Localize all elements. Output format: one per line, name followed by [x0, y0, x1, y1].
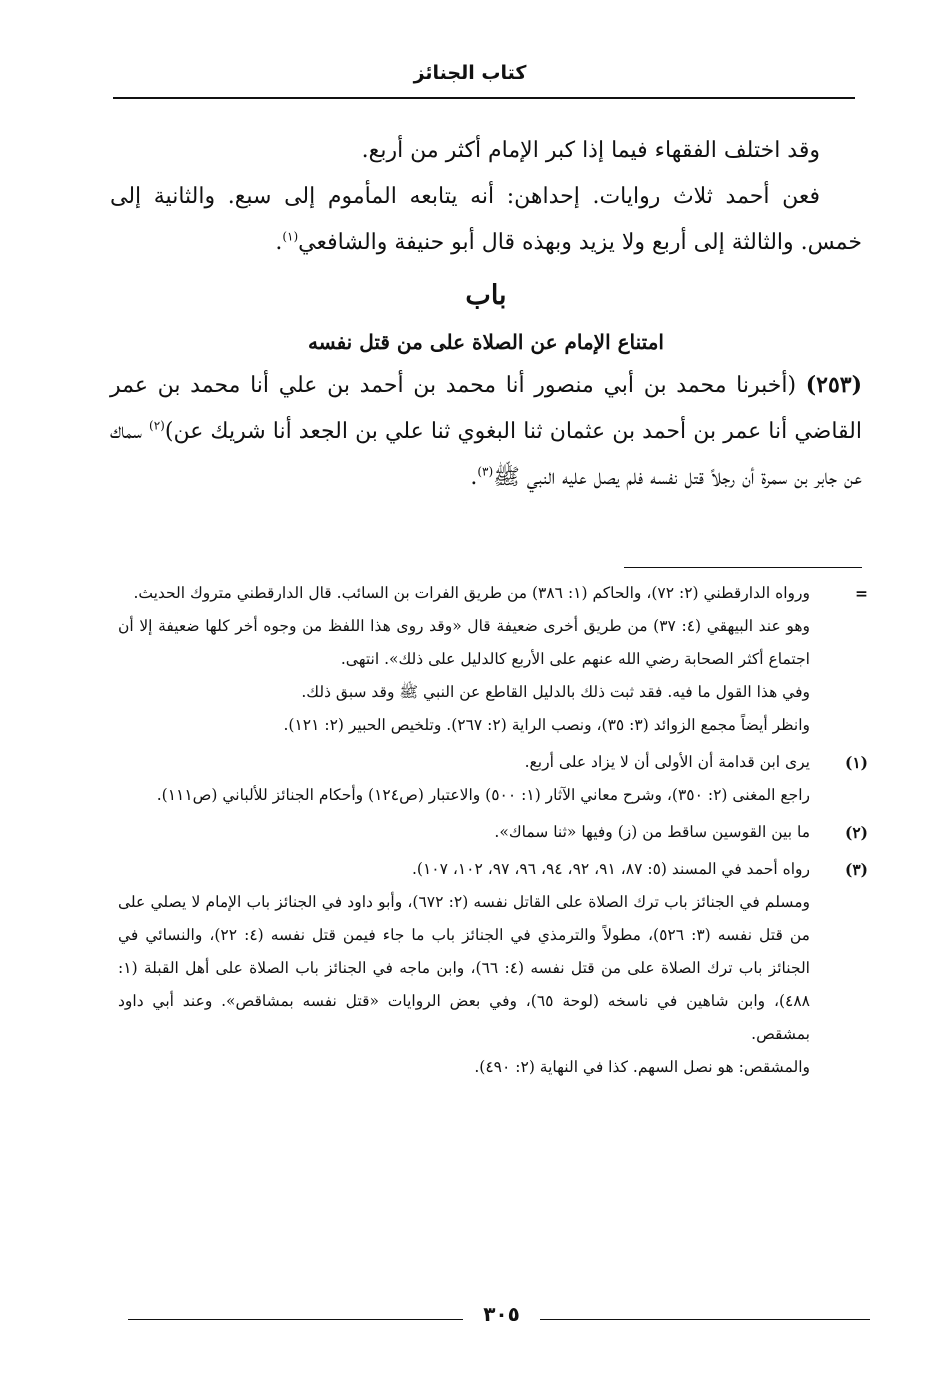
footnote-3: [118, 853, 868, 1084]
footnote-body: [118, 853, 810, 1084]
footnote-line: رواه أحمد في المسند (٥: ٨٧، ٩١، ٩٢، ٩٤، ٩٦، ٩٧، ١٠٢، ١٠٧).: [411, 860, 810, 878]
paragraph-2-text: فعن أحمد ثلاث روايات. إحداهن: أنه يتابعه المأموم إلى سبع. والثانية إلى خمس. والثالثة إلى أربع ولا يزيد وبهذه قال أبو حنيفة والشافعي: [110, 184, 862, 255]
running-head: كتاب الجنائز: [413, 62, 527, 84]
footer-rule-right: [540, 1319, 870, 1320]
section-title: امتناع الإمام عن الصلاة على من قتل نفسه: [308, 330, 664, 354]
footnotes: [118, 577, 868, 1084]
hadith-matn: سماك عن جابر بن سمرة أن رجلاً قتل نفسه فلم يصل عليه النبي ﷺ: [110, 419, 862, 490]
page-footer: [0, 1302, 940, 1332]
footnote-line: ورواه الدارقطني (٢: ٧٢)، والحاكم (١: ٣٨٦) من طريق الفرات بن السائب. قال الدارقطني متروك الحديث.: [133, 584, 810, 602]
footer-rule-left: [128, 1319, 463, 1320]
bab-title: باب: [465, 280, 507, 311]
header-rule: [113, 97, 855, 99]
continuation-mark: =: [855, 584, 868, 603]
footnote-2: [118, 816, 868, 849]
footnote-body: [118, 577, 810, 742]
footnote-line: يرى ابن قدامة أن الأولى أن لا يزاد على أربع.: [524, 753, 810, 771]
paragraph-2-end: .: [275, 230, 283, 255]
paragraph-2: [110, 174, 862, 266]
footnote-line: راجع المغنى (٢: ٣٥٠)، وشرح معاني الآثار (١: ٥٠٠) والاعتبار (ص١٢٤) وأحكام الجنائز للألباني (ص١١١).: [156, 786, 810, 804]
footnote-mark: (١): [844, 753, 868, 772]
footnote-body: [118, 746, 810, 812]
paragraph-1: وقد اختلف الفقهاء فيما إذا كبر الإمام أكثر من أربع.: [361, 138, 820, 163]
hadith-paragraph: [110, 362, 862, 501]
footnote-mark: (٢): [844, 823, 868, 842]
footnote-1: [118, 746, 868, 812]
footnote-ref-2: (٢): [149, 418, 165, 433]
hadith-number: (٢٥٣): [805, 372, 862, 398]
footnote-line: ومسلم في الجنائز باب ترك الصلاة على القاتل نفسه (٢: ٦٧٢)، وأبو داود في الجنائز باب الإمام لا يصلي على من قتل نفسه (٣: ٥٢٦)، مطولاً والترمذي في الجنائز باب ما جاء فيمن قتل نفسه (٤: ٢٢)، والنسائي في الجنائز باب ترك الصلاة على من قتل نفسه (٤: ٦٦)، وابن ماجه في الجنائز باب الصلاة على أهل القبلة (١: ٤٨٨)، وابن شاهين في ناسخه (لوحة ٦٥)، وفي بعض الروايات «قتل نفسه بمشاقص». وعند أبي داود بمشقص.: [118, 893, 811, 1043]
hadith-end: .: [470, 465, 478, 490]
footnote-ref-1: (١): [282, 229, 299, 244]
footnote-rule: [624, 567, 862, 568]
footnote-line: ما بين القوسين ساقط من (ز) وفيها «ثنا سماك».: [494, 823, 810, 841]
footnote-body: [118, 816, 810, 849]
hadith-isnad: (أخبرنا محمد بن أبي منصور أنا محمد بن أحمد بن علي أنا محمد بن عمر القاضي أنا عمر بن أحمد بن عثمان ثنا البغوي ثنا علي بن الجعد أنا شريك عن): [110, 373, 862, 444]
footnote-line: وهو عند البيهقي (٤: ٣٧) من طريق أخرى ضعيفة قال «وقد روى هذا اللفظ من وجوه أخر كلها ضعيفة إلا أن اجتماع أكثر الصحابة رضي الله عنهم على الأربع كالدليل على ذلك». انتهى.: [118, 617, 810, 668]
footnote-line: وانظر أيضاً مجمع الزوائد (٣: ٣٥)، ونصب الراية (٢: ٢٦٧). وتلخيص الحبير (٢: ١٢١).: [283, 716, 810, 734]
footnote-line: والمشقص: هو نصل السهم. كذا في النهاية (٢: ٤٩٠).: [474, 1058, 810, 1076]
page-number: ٣٠٥: [483, 1302, 520, 1326]
main-text: [110, 128, 862, 501]
footnote-line: وفي هذا القول ما فيه. فقد ثبت ذلك بالدليل القاطع عن النبي ﷺ وقد سبق ذلك.: [301, 683, 810, 701]
footnote-mark: (٣): [844, 860, 868, 879]
footnote-ref-3: (٣): [477, 464, 494, 479]
footnote-continuation: [118, 577, 868, 742]
